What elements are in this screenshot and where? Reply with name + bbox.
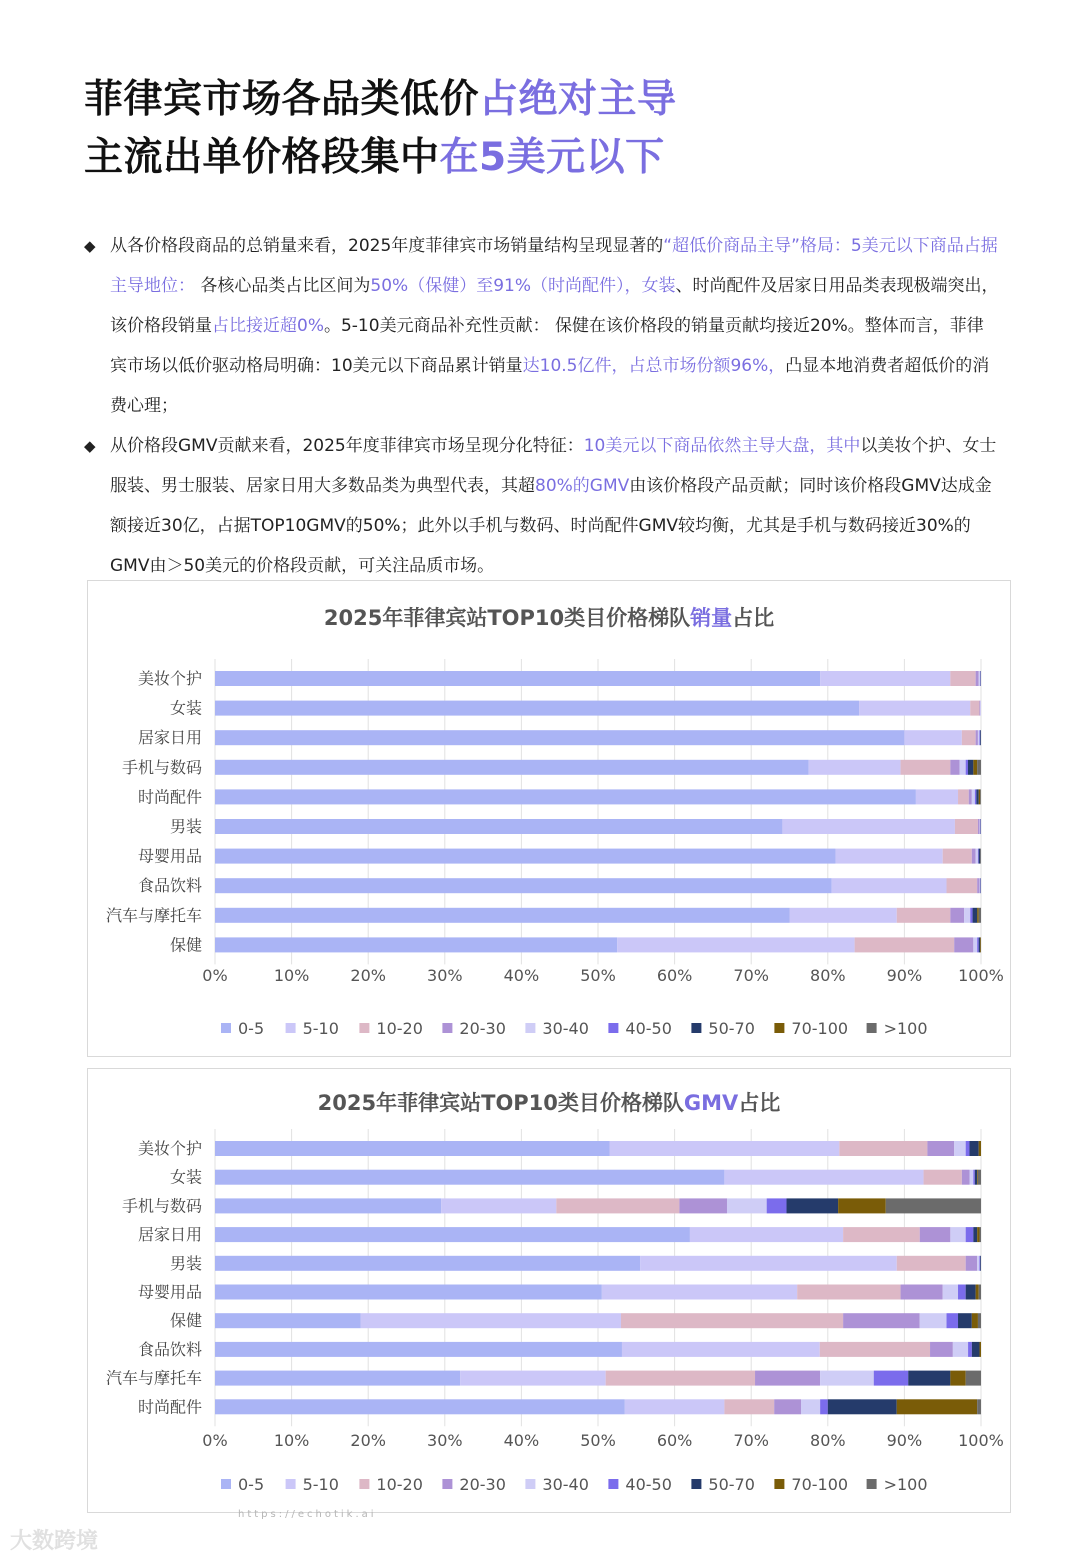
bar-segment bbox=[820, 1342, 930, 1357]
diamond-bullet-icon: ◆ bbox=[84, 437, 96, 455]
gmv-chart-panel bbox=[87, 1068, 1011, 1513]
bullet-segment: 以美妆个护、女士服装、男士服装、居家日用大多数品类为典型代表，其超 bbox=[110, 436, 997, 496]
legend-label: 50-70 bbox=[708, 1475, 755, 1494]
legend-swatch bbox=[525, 1479, 535, 1489]
bar-segment bbox=[962, 1170, 970, 1185]
bar-segment bbox=[897, 908, 951, 923]
bullet-segment: 、时尚配件及居家日用品类表现极端突出，该价格段销量 bbox=[110, 276, 999, 336]
category-label: 美妆个护 bbox=[137, 1139, 202, 1158]
bar-segment bbox=[979, 1285, 981, 1300]
bar-segment bbox=[979, 730, 980, 745]
x-tick-label: 10% bbox=[273, 1431, 310, 1450]
bar-segment bbox=[215, 730, 904, 745]
bar-segment bbox=[820, 1399, 828, 1414]
legend-swatch bbox=[774, 1479, 784, 1489]
bar-segment bbox=[215, 1399, 625, 1414]
legend-swatch bbox=[359, 1023, 369, 1033]
legend-swatch bbox=[286, 1479, 296, 1489]
bar-segment bbox=[975, 1170, 977, 1185]
bar-segment bbox=[622, 1342, 820, 1357]
bar-segment bbox=[843, 1227, 920, 1242]
category-label: 时尚配件 bbox=[137, 787, 202, 807]
bar-segment bbox=[801, 1399, 820, 1414]
bar-segment bbox=[908, 1371, 950, 1386]
bullet-gmv bbox=[84, 426, 1000, 586]
bar-segment bbox=[724, 1399, 774, 1414]
bar-segment bbox=[966, 1227, 974, 1242]
legend-label: 0-5 bbox=[238, 1475, 265, 1494]
bar-segment bbox=[606, 1371, 755, 1386]
title-line2-plain: 主流出单价格段集中 bbox=[84, 135, 440, 180]
bar-segment bbox=[679, 1198, 727, 1213]
bullet-segment: 由该价格段产品贡献；同时该价格段GMV达成金额接近30亿，占据TOP10GMV的50%；此外以手机与数码、时尚配件GMV较均衡，尤其是手机与数码接近30%的GMV由＞50美元的价格段贡献，可关注品质市场。 bbox=[110, 476, 992, 576]
bar-segment bbox=[966, 1141, 970, 1156]
category-label: 女装 bbox=[169, 698, 202, 718]
bar-segment bbox=[969, 789, 972, 804]
category-label: 汽车与摩托车 bbox=[105, 905, 202, 925]
x-tick-label: 50% bbox=[580, 1431, 616, 1450]
bar-segment bbox=[970, 701, 979, 716]
chart-title-suffix: 占比 bbox=[732, 606, 775, 630]
x-tick-label: 50% bbox=[580, 966, 616, 985]
title-line2-highlight: 在5美元以下 bbox=[439, 135, 665, 180]
bullet-segment: 从价格段GMV贡献来看，2025年度菲律宾市场呈现分化特征： bbox=[110, 436, 584, 456]
bar-segment bbox=[901, 760, 951, 775]
bar-segment bbox=[943, 1285, 958, 1300]
bar-segment bbox=[964, 908, 970, 923]
bar-segment bbox=[215, 1256, 640, 1271]
bar-segment bbox=[973, 937, 977, 952]
bullet-sales bbox=[84, 226, 1000, 426]
bar-segment bbox=[978, 730, 980, 745]
bar-segment bbox=[947, 878, 978, 893]
bullet-list bbox=[84, 226, 1000, 586]
bar-segment bbox=[976, 671, 979, 686]
bar-segment bbox=[972, 1313, 978, 1328]
bar-segment bbox=[215, 1227, 690, 1242]
x-tick-label: 40% bbox=[503, 1431, 540, 1450]
legend-label: >100 bbox=[883, 1019, 928, 1038]
bar-segment bbox=[977, 760, 981, 775]
bar-segment bbox=[973, 760, 977, 775]
bar-segment bbox=[947, 1313, 958, 1328]
x-tick-label: 20% bbox=[350, 1431, 386, 1450]
legend-label: 70-100 bbox=[791, 1019, 849, 1038]
category-label: 食品饮料 bbox=[137, 876, 202, 896]
x-tick-label: 70% bbox=[733, 1431, 769, 1450]
bar-segment bbox=[215, 849, 835, 864]
legend-label: 30-40 bbox=[542, 1019, 589, 1038]
bar-segment bbox=[979, 1256, 980, 1271]
bar-segment bbox=[976, 849, 978, 864]
bar-segment bbox=[979, 908, 981, 923]
legend-swatch bbox=[286, 1023, 296, 1033]
bar-segment bbox=[977, 878, 979, 893]
bar-segment bbox=[774, 1399, 801, 1414]
bar-segment bbox=[966, 1371, 981, 1386]
x-tick-label: 60% bbox=[656, 1431, 693, 1450]
bar-segment bbox=[977, 1227, 979, 1242]
bar-segment bbox=[843, 1313, 920, 1328]
legend-label: 20-30 bbox=[459, 1019, 506, 1038]
bar-segment bbox=[787, 1198, 839, 1213]
bar-segment bbox=[950, 908, 964, 923]
bar-segment bbox=[979, 1227, 981, 1242]
category-label: 女装 bbox=[169, 1167, 202, 1187]
x-tick-label: 80% bbox=[810, 1431, 846, 1450]
bar-segment bbox=[904, 730, 961, 745]
bar-segment bbox=[838, 1198, 886, 1213]
bar-segment bbox=[958, 789, 969, 804]
legend-swatch bbox=[867, 1479, 877, 1489]
bar-segment bbox=[215, 937, 617, 952]
bar-segment bbox=[976, 1285, 979, 1300]
bar-segment bbox=[950, 760, 959, 775]
bar-segment bbox=[962, 730, 976, 745]
bar-segment bbox=[924, 1170, 962, 1185]
page-title-line1 bbox=[84, 76, 677, 124]
bar-segment bbox=[755, 1371, 820, 1386]
bar-segment bbox=[972, 849, 976, 864]
bar-segment bbox=[970, 1141, 979, 1156]
bar-segment bbox=[943, 849, 972, 864]
legend-label: 10-20 bbox=[376, 1019, 423, 1038]
bullet-segment-highlight: 80%的GMV bbox=[535, 476, 630, 496]
bar-segment bbox=[977, 908, 979, 923]
category-label: 男装 bbox=[169, 1253, 202, 1273]
bar-segment bbox=[215, 1198, 441, 1213]
category-label: 美妆个护 bbox=[137, 669, 202, 688]
bar-segment bbox=[968, 1342, 972, 1357]
bar-segment bbox=[980, 730, 981, 745]
bar-segment bbox=[215, 671, 820, 686]
bar-segment bbox=[973, 1170, 975, 1185]
bar-segment bbox=[954, 937, 973, 952]
chart-title-plain: 2025年菲律宾站TOP10类目价格梯队 bbox=[323, 606, 691, 630]
bar-segment bbox=[978, 819, 980, 834]
bar-segment bbox=[976, 789, 978, 804]
bar-segment bbox=[970, 908, 972, 923]
category-label: 手机与数码 bbox=[121, 1196, 202, 1216]
x-tick-label: 30% bbox=[427, 966, 463, 985]
bar-segment bbox=[979, 1342, 981, 1357]
chart-title bbox=[324, 606, 774, 630]
bar-segment bbox=[950, 1371, 965, 1386]
bar-segment bbox=[828, 1399, 897, 1414]
legend-swatch bbox=[221, 1479, 231, 1489]
legend-label: 70-100 bbox=[791, 1475, 849, 1494]
legend-swatch bbox=[359, 1479, 369, 1489]
bar-segment bbox=[978, 1170, 981, 1185]
bullet-segment: 凸显本地消费者超低价的消费心理； bbox=[110, 356, 990, 416]
category-label: 食品饮料 bbox=[137, 1339, 202, 1359]
bar-segment bbox=[790, 908, 897, 923]
bar-segment bbox=[835, 849, 942, 864]
bar-segment bbox=[970, 1170, 974, 1185]
bar-segment bbox=[955, 819, 978, 834]
legend-label: 5-10 bbox=[302, 1019, 339, 1038]
legend-label: 30-40 bbox=[542, 1475, 589, 1494]
legend-label: >100 bbox=[883, 1475, 928, 1494]
bar-segment bbox=[809, 760, 901, 775]
title-line1-highlight: 占绝对主导 bbox=[479, 77, 677, 122]
bar-segment bbox=[215, 908, 790, 923]
bar-segment bbox=[621, 1313, 843, 1328]
bar-segment bbox=[215, 1342, 622, 1357]
category-label: 汽车与摩托车 bbox=[105, 1368, 202, 1388]
bar-segment bbox=[979, 878, 980, 893]
bar-segment bbox=[930, 1342, 953, 1357]
bullet-segment: 从各价格段商品的总销量来看，2025年度菲律宾市场销量结构呈现显著的 bbox=[110, 236, 664, 256]
category-label: 手机与数码 bbox=[121, 757, 202, 777]
category-label: 母婴用品 bbox=[137, 1282, 202, 1302]
category-label: 保健 bbox=[169, 935, 202, 955]
bar-segment bbox=[897, 1256, 966, 1271]
bullet-segment-highlight: 50%（保健）至91%（时尚配件），女装 bbox=[370, 276, 676, 296]
title-line1-plain: 菲律宾市场各品类低价 bbox=[84, 77, 480, 122]
bar-segment bbox=[977, 1170, 978, 1185]
bar-segment bbox=[640, 1256, 897, 1271]
bar-segment bbox=[954, 1141, 965, 1156]
bar-segment bbox=[767, 1198, 787, 1213]
bar-segment bbox=[980, 789, 981, 804]
bar-segment bbox=[916, 789, 958, 804]
bar-segment bbox=[979, 937, 981, 952]
bullet-segment: 。5-10美元商品补充性贡献： 保健在该价格段的销量贡献均接近20%。整体而言，菲律宾市场以低价驱动格局明确：10美元以下商品累计销量 bbox=[110, 316, 984, 376]
bullet-segment-highlight: 达10.5亿件，占总市场份额96%， bbox=[522, 356, 786, 376]
bar-segment bbox=[920, 1227, 951, 1242]
bar-segment bbox=[886, 1198, 981, 1213]
bar-segment bbox=[215, 789, 916, 804]
category-label: 居家日用 bbox=[137, 1225, 202, 1245]
bar-segment bbox=[980, 849, 981, 864]
bar-segment bbox=[977, 1256, 979, 1271]
bar-segment bbox=[978, 849, 979, 864]
x-tick-label: 20% bbox=[350, 966, 386, 985]
bar-segment bbox=[215, 701, 859, 716]
category-label: 时尚配件 bbox=[137, 1397, 202, 1417]
legend-swatch bbox=[221, 1023, 231, 1033]
bar-segment bbox=[953, 1342, 968, 1357]
legend-swatch bbox=[608, 1479, 618, 1489]
bar-segment bbox=[978, 1313, 981, 1328]
legend-swatch bbox=[691, 1479, 701, 1489]
bar-segment bbox=[797, 1285, 900, 1300]
legend-swatch bbox=[442, 1479, 452, 1489]
bar-segment bbox=[215, 878, 832, 893]
bar-segment bbox=[820, 671, 950, 686]
legend-label: 40-50 bbox=[625, 1475, 672, 1494]
category-label: 居家日用 bbox=[137, 728, 202, 748]
bar-segment bbox=[950, 671, 975, 686]
sales-price-tier-chart bbox=[88, 581, 1010, 1056]
bar-segment bbox=[215, 1371, 460, 1386]
bar-segment bbox=[724, 1170, 923, 1185]
bar-segment bbox=[617, 937, 854, 952]
bar-segment bbox=[968, 760, 973, 775]
bar-segment bbox=[609, 1141, 839, 1156]
x-tick-label: 70% bbox=[733, 966, 769, 985]
bar-segment bbox=[980, 1256, 981, 1271]
bar-segment bbox=[625, 1399, 725, 1414]
bar-segment bbox=[690, 1227, 843, 1242]
bar-segment bbox=[958, 1285, 966, 1300]
x-tick-label: 90% bbox=[886, 966, 923, 985]
bullet-segment-highlight: 10美元以下商品依然主导大盘，其中 bbox=[583, 436, 861, 456]
gmv-price-tier-chart bbox=[88, 1069, 1010, 1512]
bar-segment bbox=[950, 1227, 965, 1242]
category-label: 母婴用品 bbox=[137, 846, 202, 866]
bar-segment bbox=[927, 1141, 954, 1156]
bar-segment bbox=[920, 1313, 947, 1328]
chart-title-highlight: GMV bbox=[683, 1091, 739, 1115]
legend-label: 5-10 bbox=[302, 1475, 339, 1494]
bar-segment bbox=[960, 760, 966, 775]
category-label: 保健 bbox=[169, 1311, 202, 1331]
logo-text: 大数跨境 bbox=[10, 1529, 99, 1554]
x-tick-label: 0% bbox=[202, 966, 228, 985]
legend-swatch bbox=[867, 1023, 877, 1033]
x-tick-label: 60% bbox=[656, 966, 693, 985]
bar-segment bbox=[979, 849, 981, 864]
legend-swatch bbox=[691, 1023, 701, 1033]
bullet-segment-highlight: “超低价商品主导”格局：5美元以下商品占据主导地位： bbox=[110, 236, 998, 296]
bar-segment bbox=[602, 1285, 797, 1300]
diamond-bullet-icon: ◆ bbox=[84, 237, 96, 255]
x-tick-label: 10% bbox=[273, 966, 310, 985]
chart-title-plain: 2025年菲律宾站TOP10类目价格梯队 bbox=[317, 1091, 684, 1115]
bar-segment bbox=[979, 1141, 981, 1156]
bar-segment bbox=[215, 819, 782, 834]
bar-segment bbox=[855, 937, 955, 952]
bar-segment bbox=[979, 819, 980, 834]
bar-segment bbox=[975, 789, 977, 804]
category-label: 男装 bbox=[169, 817, 202, 836]
bar-segment bbox=[972, 1342, 980, 1357]
bar-segment bbox=[556, 1198, 679, 1213]
bar-segment bbox=[979, 671, 981, 686]
bar-segment bbox=[460, 1371, 606, 1386]
bar-segment bbox=[976, 730, 978, 745]
bar-segment bbox=[215, 1285, 602, 1300]
bar-segment bbox=[215, 760, 809, 775]
bar-segment bbox=[832, 878, 947, 893]
bullet-segment: 各核心品类占比区间为 bbox=[195, 276, 371, 296]
bar-segment bbox=[977, 937, 979, 952]
bar-segment bbox=[979, 789, 981, 804]
bar-segment bbox=[972, 789, 975, 804]
bar-segment bbox=[782, 819, 955, 834]
bar-segment bbox=[441, 1198, 556, 1213]
bar-segment bbox=[859, 701, 970, 716]
bar-segment bbox=[980, 701, 981, 716]
x-tick-label: 30% bbox=[427, 1431, 463, 1450]
sales-chart-panel bbox=[87, 580, 1011, 1057]
legend-swatch bbox=[442, 1023, 452, 1033]
page-title-line2 bbox=[84, 134, 665, 182]
bar-segment bbox=[958, 1313, 972, 1328]
brand-logo bbox=[10, 1524, 98, 1555]
x-tick-label: 40% bbox=[503, 966, 540, 985]
legend-swatch bbox=[608, 1023, 618, 1033]
bar-segment bbox=[839, 1141, 927, 1156]
legend-swatch bbox=[525, 1023, 535, 1033]
chart-title-highlight: 销量 bbox=[690, 606, 733, 630]
bar-segment bbox=[966, 1285, 976, 1300]
x-tick-label: 80% bbox=[810, 966, 846, 985]
legend-label: 40-50 bbox=[625, 1019, 672, 1038]
legend-label: 20-30 bbox=[459, 1475, 506, 1494]
legend-label: 10-20 bbox=[376, 1475, 423, 1494]
watermark-url: https://echotik.ai bbox=[238, 1509, 377, 1520]
bar-segment bbox=[901, 1285, 943, 1300]
bar-segment bbox=[973, 1227, 977, 1242]
legend-label: 50-70 bbox=[708, 1019, 755, 1038]
bar-segment bbox=[973, 908, 978, 923]
bar-segment bbox=[897, 1399, 977, 1414]
legend-swatch bbox=[774, 1023, 784, 1033]
bar-segment bbox=[361, 1313, 621, 1328]
bar-segment bbox=[727, 1198, 767, 1213]
bar-segment bbox=[820, 1371, 874, 1386]
bullet-segment-highlight: 占比接近超0% bbox=[212, 316, 324, 336]
bar-segment bbox=[980, 937, 981, 952]
legend-label: 0-5 bbox=[238, 1019, 265, 1038]
x-tick-label: 90% bbox=[886, 1431, 923, 1450]
bar-segment bbox=[874, 1371, 908, 1386]
x-tick-label: 0% bbox=[202, 1431, 228, 1450]
bar-segment bbox=[977, 1399, 981, 1414]
chart-title-suffix: 占比 bbox=[738, 1091, 781, 1115]
bar-segment bbox=[966, 1256, 977, 1271]
bar-segment bbox=[215, 1313, 361, 1328]
chart-title bbox=[318, 1091, 781, 1115]
bar-segment bbox=[979, 701, 980, 716]
bar-segment bbox=[215, 1141, 609, 1156]
bar-segment bbox=[966, 760, 968, 775]
bar-segment bbox=[215, 1170, 724, 1185]
x-tick-label: 100% bbox=[958, 966, 1004, 985]
x-tick-label: 100% bbox=[958, 1431, 1004, 1450]
